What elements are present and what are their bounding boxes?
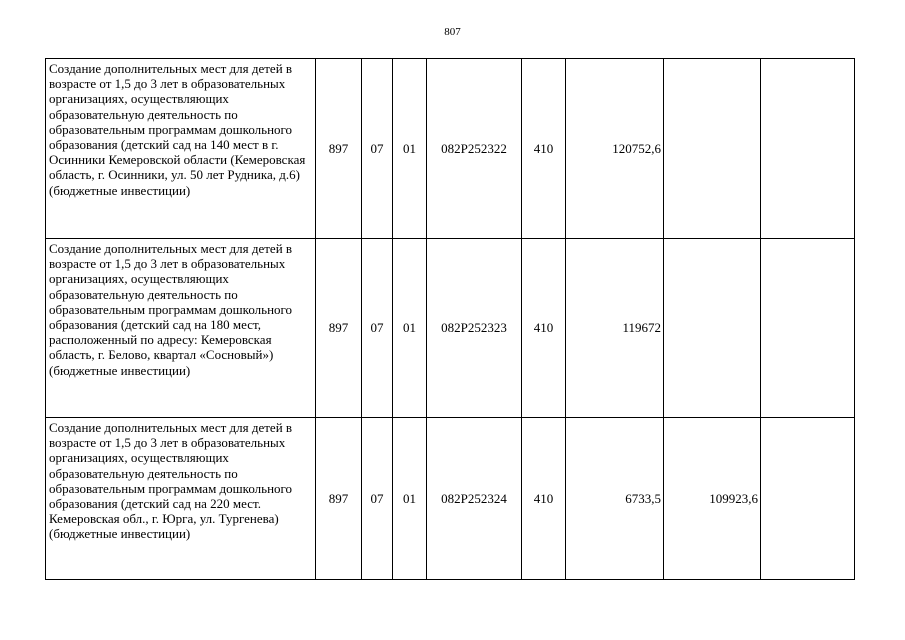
budget-table bbox=[45, 58, 855, 580]
ministry-code-cell: 897 bbox=[316, 239, 362, 418]
amount-year-1-cell: 6733,5 bbox=[566, 418, 664, 580]
amount-year-1-cell: 119672 bbox=[566, 239, 664, 418]
table-row bbox=[46, 239, 855, 418]
ministry-code-cell: 897 bbox=[316, 59, 362, 239]
target-article-cell: 082P252322 bbox=[427, 59, 522, 239]
row-description: Создание дополнительных мест для детей в возрасте от 1,5 до 3 лет в образовательных организациях, осуществляющих образовательную деятельность по образовательным программам дошкольного образования (детский сад на 220 мест. Кемеровская обл., г. Юрга, ул. Тургенева) (бюджетные инвестиции) bbox=[46, 418, 316, 580]
table-row bbox=[46, 418, 855, 580]
target-article-cell: 082P252323 bbox=[427, 239, 522, 418]
subsection-cell: 01 bbox=[393, 59, 427, 239]
amount-year-1-cell: 120752,6 bbox=[566, 59, 664, 239]
subsection-cell: 01 bbox=[393, 239, 427, 418]
section-cell: 07 bbox=[362, 59, 393, 239]
amount-year-3-cell bbox=[761, 59, 855, 239]
row-description: Создание дополнительных мест для детей в возрасте от 1,5 до 3 лет в образовательных организациях, осуществляющих образовательную деятельность по образовательным программам дошкольного образования (детский сад на 180 мест, расположенный по адресу: Кемеровская область, г. Белово, квартал «Сосновый») (бюджетные инвестиции) bbox=[46, 239, 316, 418]
row-description: Создание дополнительных мест для детей в возрасте от 1,5 до 3 лет в образовательных организациях, осуществляющих образовательную деятельность по образовательным программам дошкольного образования (детский сад на 140 мест в г. Осинники Кемеровской области (Кемеровская область, г. Осинники, ул. 50 лет Рудника, д.6) (бюджетные инвестиции) bbox=[46, 59, 316, 239]
page-number: 807 bbox=[444, 26, 461, 38]
amount-year-2-cell bbox=[664, 59, 761, 239]
table-row bbox=[46, 59, 855, 239]
subsection-cell: 01 bbox=[393, 418, 427, 580]
expense-type-cell: 410 bbox=[522, 59, 566, 239]
amount-year-3-cell bbox=[761, 418, 855, 580]
expense-type-cell: 410 bbox=[522, 239, 566, 418]
section-cell: 07 bbox=[362, 418, 393, 580]
section-cell: 07 bbox=[362, 239, 393, 418]
amount-year-2-cell: 109923,6 bbox=[664, 418, 761, 580]
target-article-cell: 082P252324 bbox=[427, 418, 522, 580]
amount-year-2-cell bbox=[664, 239, 761, 418]
ministry-code-cell: 897 bbox=[316, 418, 362, 580]
amount-year-3-cell bbox=[761, 239, 855, 418]
expense-type-cell: 410 bbox=[522, 418, 566, 580]
